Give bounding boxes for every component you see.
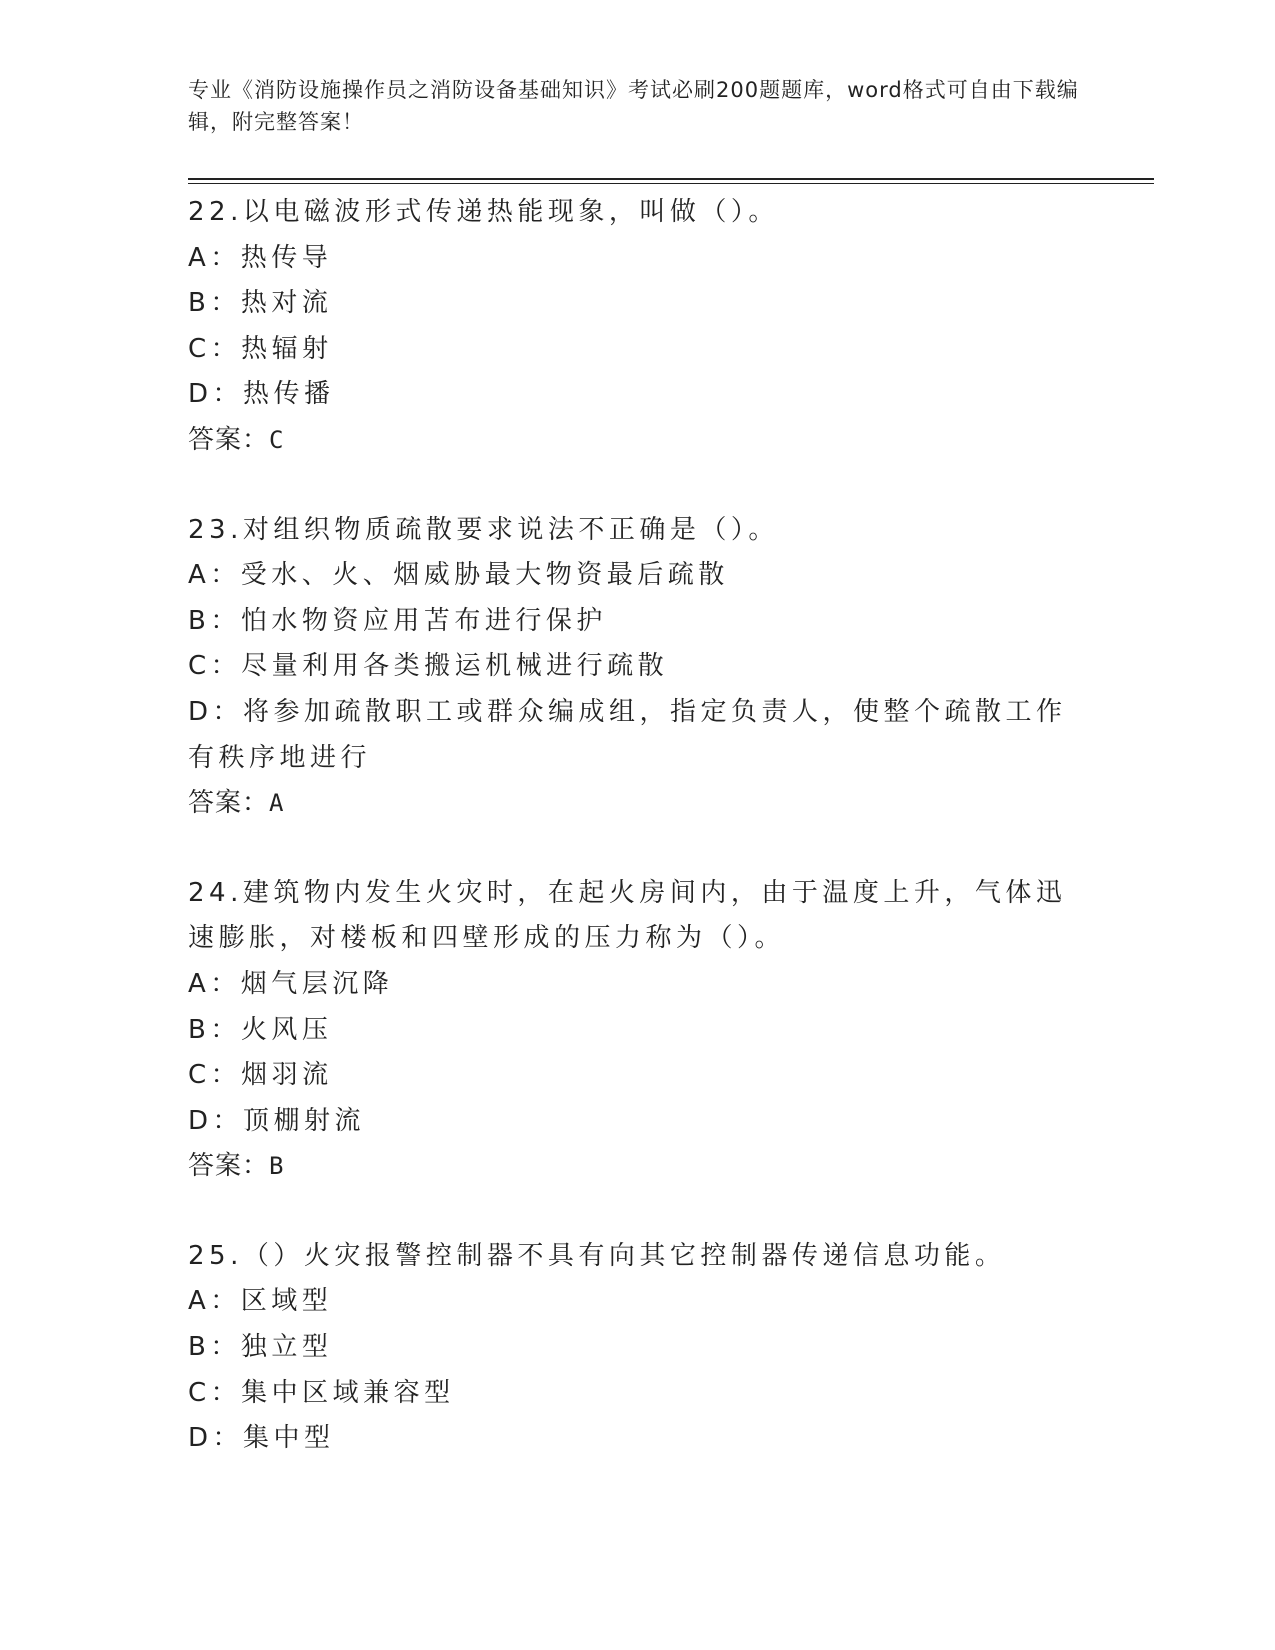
answer-value: A bbox=[269, 789, 285, 818]
header-divider-thick bbox=[188, 178, 1154, 180]
option-c: C：集中区域兼容型 bbox=[188, 1377, 455, 1408]
answer-label: 答案： bbox=[188, 1151, 270, 1182]
answer-label: 答案： bbox=[188, 424, 270, 455]
answer-line bbox=[188, 418, 1088, 464]
option-a: A：区域型 bbox=[188, 1286, 333, 1317]
option-a: A：烟气层沉降 bbox=[188, 968, 394, 999]
question-23 bbox=[188, 508, 1088, 827]
option-c: C：尽量利用各类搬运机械进行疏散 bbox=[188, 651, 669, 682]
option-b: B：火风压 bbox=[188, 1014, 333, 1045]
answer-label: 答案： bbox=[188, 788, 270, 819]
option-a: A：受水、火、烟威胁最大物资最后疏散 bbox=[188, 560, 729, 591]
answer-line bbox=[188, 1144, 1088, 1190]
answer-line bbox=[188, 781, 1088, 827]
option-d: D：顶棚射流 bbox=[188, 1105, 366, 1136]
option-c: C：热辐射 bbox=[188, 333, 333, 364]
question-text: 23.对组织物质疏散要求说法不正确是（）。 bbox=[188, 514, 779, 545]
option-b: B：独立型 bbox=[188, 1332, 333, 1363]
option-d: D：热传播 bbox=[188, 379, 335, 410]
question-25 bbox=[188, 1234, 1088, 1462]
document-header: 专业《消防设施操作员之消防设备基础知识》考试必刷200题题库，word格式可自由下载编辑，附完整答案！ bbox=[188, 78, 1079, 134]
answer-value: C bbox=[269, 425, 285, 454]
option-c: C：烟羽流 bbox=[188, 1060, 333, 1091]
option-d: D：集中型 bbox=[188, 1423, 335, 1454]
question-text: 25.（）火灾报警控制器不具有向其它控制器传递信息功能。 bbox=[188, 1240, 1006, 1271]
question-text: 22.以电磁波形式传递热能现象，叫做（）。 bbox=[188, 197, 779, 227]
question-24 bbox=[188, 871, 1088, 1190]
question-list bbox=[188, 190, 1088, 1506]
answer-value: B bbox=[269, 1152, 285, 1181]
question-text: 24.建筑物内发生火灾时，在起火房间内，由于温度上升，气体迅速膨胀，对楼板和四壁形成的压力称为（）。 bbox=[188, 877, 1067, 954]
option-b: B：热对流 bbox=[188, 288, 333, 319]
question-22 bbox=[188, 190, 1088, 464]
header-divider-thin bbox=[188, 183, 1154, 184]
option-b: B：怕水物资应用苫布进行保护 bbox=[188, 605, 607, 636]
option-a: A：热传导 bbox=[188, 242, 333, 273]
option-d: D：将参加疏散职工或群众编成组，指定负责人，使整个疏散工作有秩序地进行 bbox=[188, 696, 1067, 773]
